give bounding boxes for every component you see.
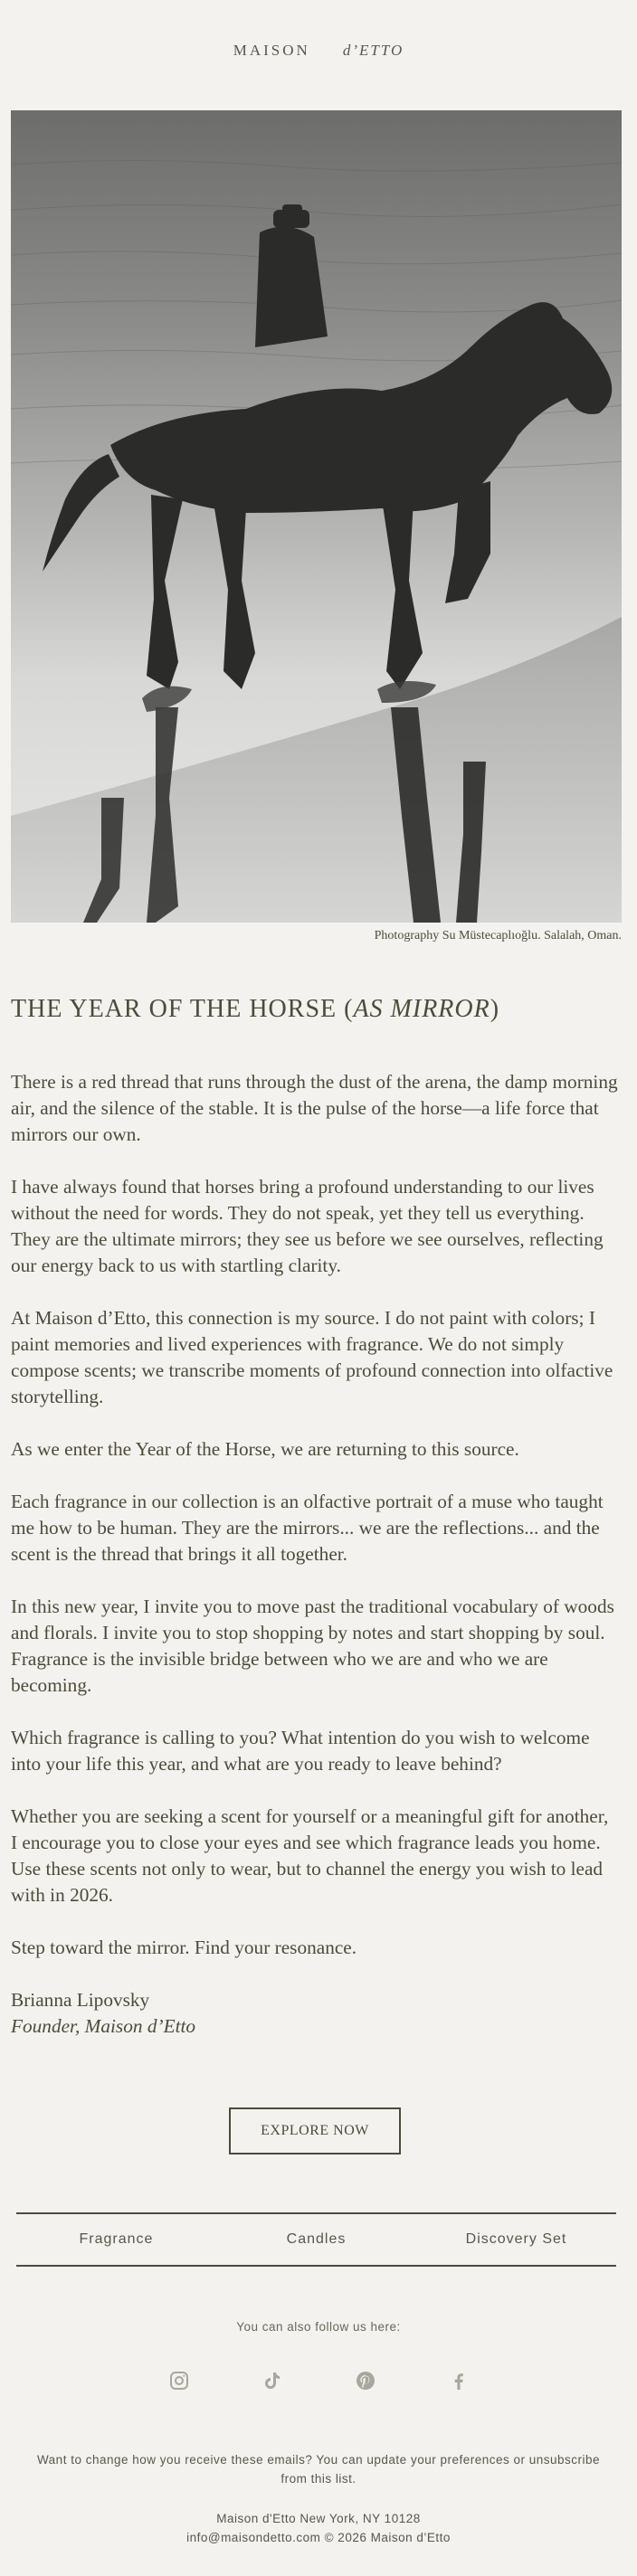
paragraph: At Maison d’Etto, this connection is my source. I do not paint with colors; I paint memories and lived experiences with fragrance. We do not simply compose scents; we transcribe moments of profound connection into olfactive storytelling. (11, 1307, 613, 1407)
signature-role: Founder, Maison d’Etto (11, 2015, 196, 2037)
footer-nav (16, 2212, 616, 2267)
title-italic: AS MIRROR (353, 995, 490, 1023)
signature-name: Brianna Lipovsky (11, 1989, 150, 2011)
nav-item-candles[interactable]: Candles (286, 2231, 347, 2247)
logo-word-maison: MAISON (233, 42, 310, 59)
paragraph: As we enter the Year of the Horse, we are returning to this source. (11, 1438, 519, 1460)
tiktok-icon[interactable] (261, 2370, 283, 2391)
brand-logo[interactable] (0, 42, 637, 60)
paragraph: Each fragrance in our collection is an olfactive portrait of a muse who taught me how to be human. They are the mirrors... we are the reflections... and the scent is the thread that brings it all together. (11, 1491, 604, 1565)
social-links (0, 2370, 637, 2391)
nav-item-fragrance[interactable]: Fragrance (79, 2231, 154, 2247)
explore-now-button[interactable]: EXPLORE NOW (229, 2107, 401, 2155)
pinterest-icon[interactable] (355, 2370, 376, 2391)
follow-us-text: You can also follow us here: (236, 2320, 401, 2334)
paragraph: I have always found that horses bring a profound understanding to our lives without the need for words. They do not speak, yet they tell us everything. They are the ultimate mirrors; they see us before we see ourselves, reflecting our energy back to us with startling clarity. (11, 1176, 604, 1276)
company-address: Maison d'Etto New York, NY 10128 (216, 2512, 421, 2525)
paragraph: Which fragrance is calling to you? What intention do you wish to welcome into your life this year, and what are you ready to leave behind? (11, 1727, 590, 1775)
contact-copyright: info@maisondetto.com © 2026 Maison d’Etto (186, 2531, 451, 2544)
article-title (11, 995, 499, 1024)
preferences-text[interactable]: Want to change how you receive these emails? You can update your preferences or unsubscribe from this list. (36, 2453, 601, 2486)
hero-caption: Photography Su Müstecaplıoğlu. Salalah, Oman. (374, 929, 622, 942)
nav-item-discovery-set[interactable]: Discovery Set (465, 2231, 567, 2247)
paragraph: In this new year, I invite you to move past the traditional vocabulary of woods and florals. I invite you to stop shopping by notes and start shopping by soul. Fragrance is the invisible bridge between who we are and who we are becoming. (11, 1596, 614, 1696)
title-main: THE YEAR OF THE HORSE ( (11, 995, 354, 1023)
paragraph: Whether you are seeking a scent for yourself or a meaningful gift for another, I encourage you to close your eyes and see which fragrance leads you home. Use these scents not only to wear, but to channel the energy you wish to lead with in 2026. (11, 1805, 609, 1906)
facebook-icon[interactable] (448, 2370, 470, 2391)
instagram-icon[interactable] (168, 2370, 190, 2391)
paragraph: There is a red thread that runs through the dust of the arena, the damp morning air, and the silence of the stable. It is the pulse of the horse—a life force that mirrors our own. (11, 1071, 618, 1145)
company-address-block (0, 2509, 637, 2547)
paragraph: Step toward the mirror. Find your resonance. (11, 1937, 357, 1958)
article-body (11, 1069, 619, 2040)
hero-image-horse-reflection (11, 110, 622, 923)
title-close: ) (490, 995, 500, 1023)
logo-word-detto: d’ETTO (342, 42, 404, 59)
